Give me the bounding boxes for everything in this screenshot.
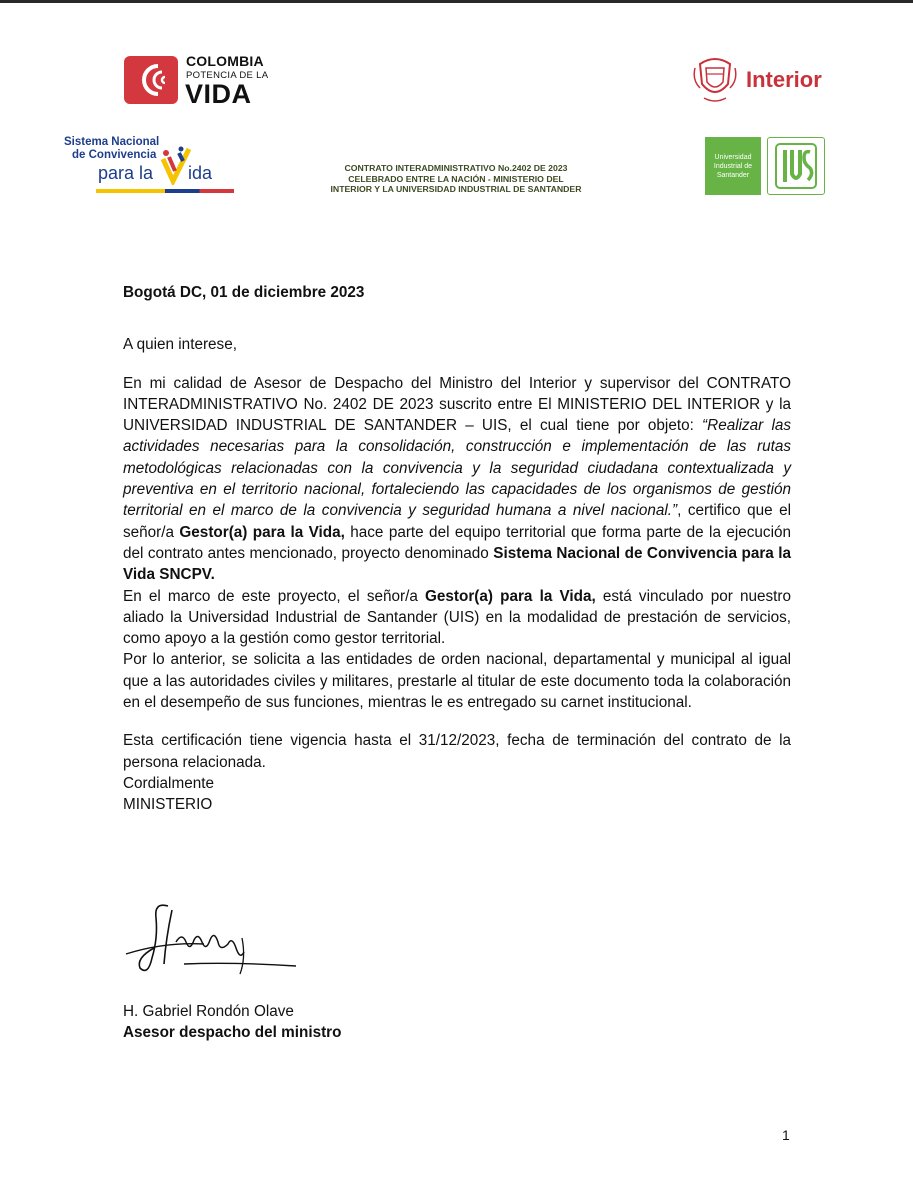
signer-name: H. Gabriel Rondón Olave — [123, 1003, 294, 1020]
sncpv-logo-line3b: ida — [188, 163, 213, 183]
p1-project-name: Sistema Nacional de Convivencia para la Vida SNCPV. — [123, 544, 791, 584]
colombia-logo-line1: COLOMBIA — [186, 53, 264, 69]
colombia-logo-line2: POTENCIA DE LA — [186, 70, 269, 81]
colombia-flag-stripe — [96, 189, 234, 193]
paragraph-3: Por lo anterior, se solicita a las entidades de orden nacional, departamental y municipal al igual que a las autoridades civiles y militares, prestarle al titular de este documento toda la colaboración en el desempeño de sus funciones, mientras le es entregado su carnet institucional. — [123, 651, 791, 712]
uis-name-box: Universidad Industrial de Santander — [705, 137, 761, 195]
contract-header-title: CONTRATO INTERADMINISTRATIVO No.2402 DE 2023 CELEBRADO ENTRE LA NACIÓN - MINISTERIO DEL INTERIOR Y LA UNIVERSIDAD INDUSTRIAL DE SANTANDER — [330, 163, 582, 194]
letter-greeting: A quien interese, — [123, 336, 237, 354]
ministerio-interior-logo — [692, 54, 842, 108]
p1-certify: , certifico que el señor/a — [123, 502, 791, 541]
signer-role: Asesor despacho del ministro — [123, 1024, 342, 1042]
letter-closing: Cordialmente — [123, 774, 214, 792]
paragraph-2 — [123, 586, 791, 650]
sncpv-v-mark-icon — [161, 145, 191, 185]
coat-of-arms-icon — [692, 54, 738, 106]
letter-body — [123, 282, 791, 816]
interior-logo-text: Interior — [746, 67, 822, 92]
top-border-line — [0, 0, 913, 3]
sncpv-logo-line3a: para la — [98, 163, 154, 183]
uis-monogram-icon — [767, 137, 825, 195]
p2-role: Gestor(a) para la Vida, — [424, 587, 596, 605]
p2-intro: En el marco de este proyecto, el señor/a — [123, 587, 425, 605]
page-number: 1 — [782, 1127, 790, 1143]
p1-role: Gestor(a) para la Vida, — [179, 523, 345, 541]
colombia-potencia-logo — [124, 52, 274, 108]
uis-logo — [705, 137, 827, 197]
letter-date: Bogotá DC, 01 de diciembre 2023 — [123, 284, 365, 301]
sncpv-logo-line2: de Convivencia — [72, 149, 157, 161]
paragraph-1 — [123, 373, 791, 586]
p2-rest: está vinculado por nuestro aliado la Universidad Industrial de Santander (UIS) en la modalidad de prestación de servicios, como apoyo a la gestión como gestor territorial. — [123, 587, 791, 648]
sncpv-logo — [64, 136, 244, 196]
p1-intro: En mi calidad de Asesor de Despacho del Ministro del Interior y supervisor del CONTRATO INTERADMINISTRATIVO No. 2402 DE 2023 suscrito entre El MINISTERIO DEL INTERIOR y la UNIVERSIDAD INDUSTRIAL DE SANTANDER – UIS, el cual tiene por objeto: — [123, 374, 791, 435]
signer-block — [123, 1001, 341, 1044]
letter-ministry: MINISTERIO — [123, 796, 213, 814]
handwritten-signature — [124, 898, 304, 988]
colombia-mark-icon — [124, 56, 178, 104]
contract-objective-quote: “Realizar las actividades necesarias para la consolidación, construcción e implementación de las rutas metodológicas relacionadas con la convivencia y la seguridad ciudadana contextualizada y preventiva en el territorio nacional, fortaleciendo las capacidades de los organismos de gestión territorial en el marco de la convivencia y seguridad humana a nivel nacional.” — [123, 417, 792, 520]
p1-middle: hace parte del equipo territorial que forma parte de la ejecución del contrato antes mencionado, proyecto denominado — [123, 523, 791, 562]
sncpv-logo-line1: Sistema Nacional — [64, 136, 160, 148]
colombia-logo-line3: VIDA — [185, 79, 252, 109]
paragraph-4-validity: Esta certificación tiene vigencia hasta el 31/12/2023, fecha de terminación del contrato de la persona relacionada. — [123, 732, 791, 771]
